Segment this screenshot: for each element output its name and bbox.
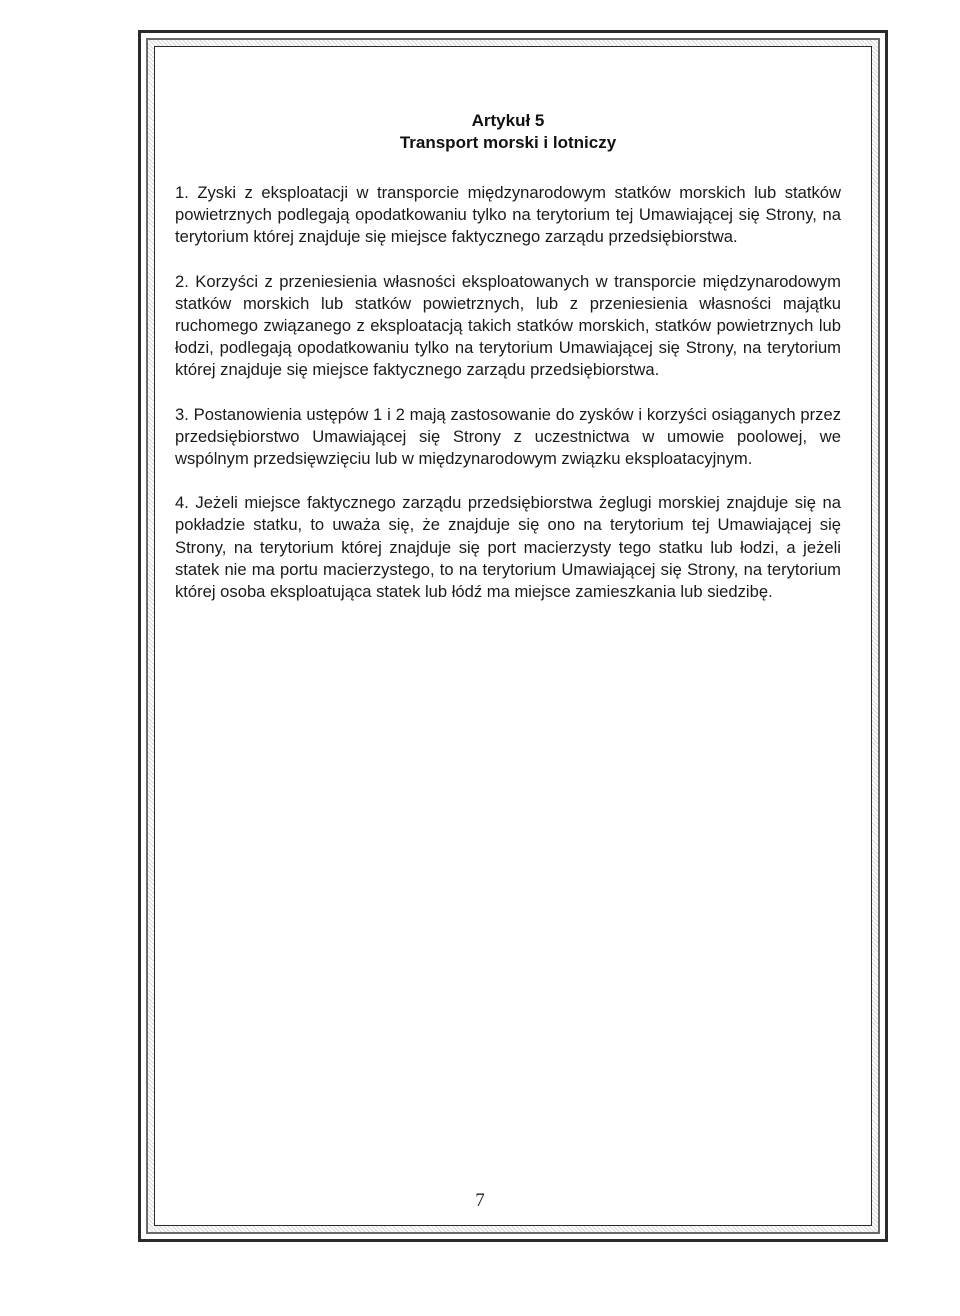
article-subject-heading: Transport morski i lotniczy bbox=[399, 133, 617, 152]
document-body bbox=[175, 110, 841, 625]
page-number: 7 bbox=[475, 1190, 485, 1211]
paragraph-4: 4. Jeżeli miejsce faktycznego zarządu przedsiębiorstwa żeglugi morskiej znajduje się na pokładzie statku, to uważa się, że znajduje się ono na terytorium tej Umawiającej się Strony, na terytorium której znajduje się port macierzysty tego statku lub łodzi, a jeżeli statek nie ma portu macierzystego, to na terytorium Umawiającej się Strony, na terytorium której osoba eksploatująca statek lub łódź ma miejsce zamieszkania lub siedzibę. bbox=[175, 493, 841, 602]
article-number-heading: Artykuł 5 bbox=[471, 111, 545, 130]
paragraph-1: 1. Zyski z eksploatacji w transporcie międzynarodowym statków morskich lub statków powietrznych podlegają opodatkowaniu tylko na terytorium tej Umawiającej się Strony, na terytorium której znajduje się miejsce faktycznego zarządu przedsiębiorstwa. bbox=[175, 183, 841, 247]
paragraph-2: 2. Korzyści z przeniesienia własności eksploatowanych w transporcie międzynarodowym statków morskich lub statków powietrznych, lub z przeniesienia własności majątku ruchomego związanego z eksploatacją takich statków morskich, statków powietrznych lub łodzi, podlegają opodatkowaniu tylko na terytorium Umawiającej się Strony, na terytorium której znajduje się miejsce faktycznego zarządu przedsiębiorstwa. bbox=[175, 271, 841, 380]
paragraph-3: 3. Postanowienia ustępów 1 i 2 mają zastosowanie do zysków i korzyści osiąganych przez przedsiębiorstwo Umawiającej się Strony z uczestnictwa w umowie poolowej, we wspólnym przedsięwzięciu lub w międzynarodowym związku eksploatacyjnym. bbox=[175, 404, 841, 469]
